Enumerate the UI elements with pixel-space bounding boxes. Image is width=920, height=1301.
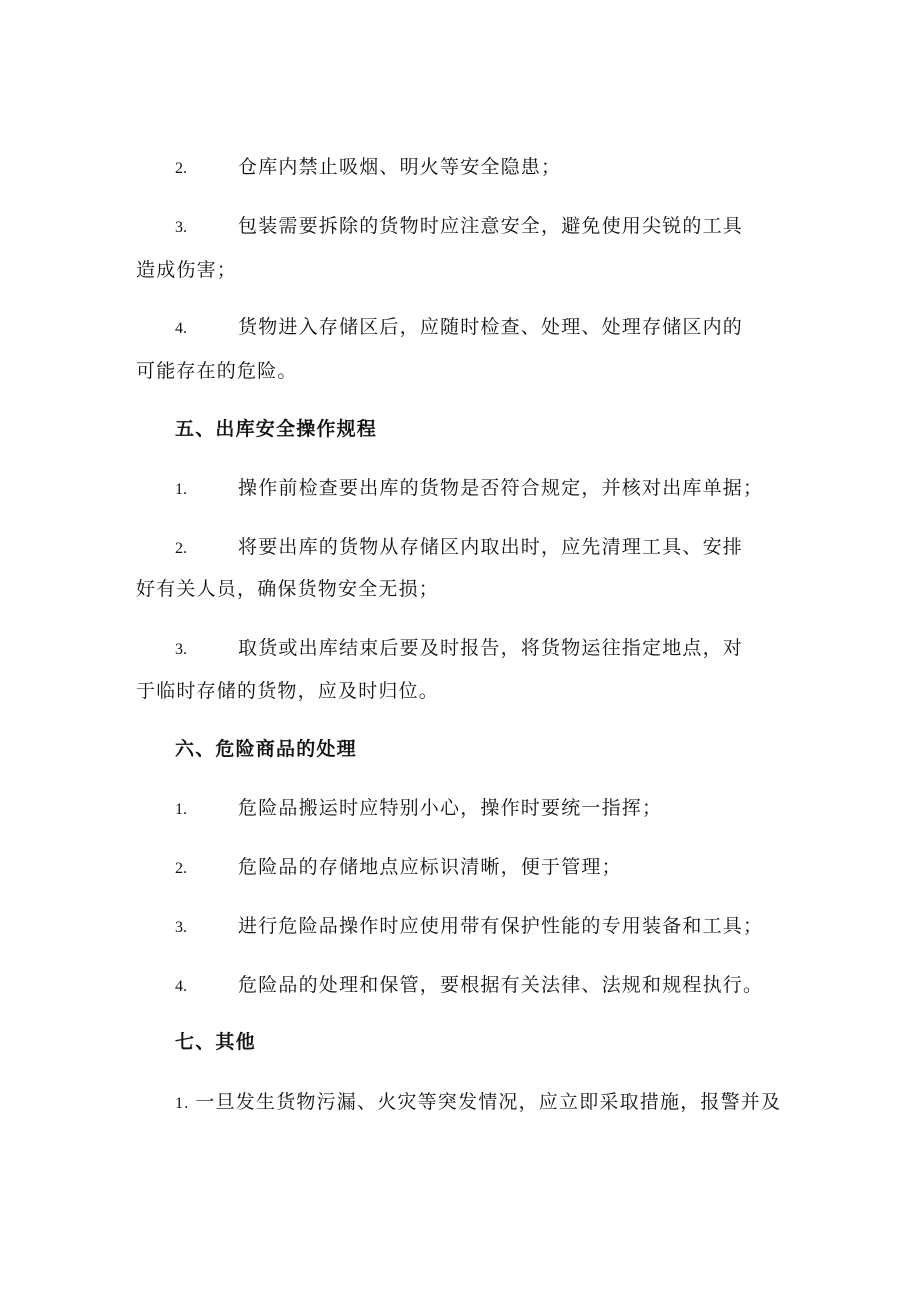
- list-item-number: 4.: [175, 978, 187, 995]
- list-item: [175, 1091, 781, 1115]
- section-heading: 五、出库安全操作规程: [175, 418, 378, 440]
- list-item-number: 4.: [175, 320, 187, 337]
- list-item-text: 危险品的处理和保管，要根据有关法律、法规和规程执行。: [238, 974, 764, 996]
- list-item-text: 仓库内禁止吸烟、明火等安全隐患；: [238, 156, 562, 178]
- list-item-number: 1.: [175, 481, 187, 498]
- section-heading: 七、其他: [175, 1031, 256, 1053]
- list-item-text: 危险品的存储地点应标识清晰，便于管理；: [238, 856, 622, 878]
- list-item-continuation: 好有关人员，确保货物安全无损；: [136, 578, 440, 600]
- list-item-text: 危险品搬运时应特别小心，操作时要统一指挥；: [238, 797, 663, 819]
- list-item-number: 2.: [175, 160, 187, 177]
- list-item-number: 2.: [175, 860, 187, 877]
- list-item-number: 3.: [175, 919, 187, 936]
- list-item-continuation: 于临时存储的货物，应及时归位。: [136, 680, 440, 702]
- list-item-text: 一旦发生货物污漏、火灾等突发情况，应立即采取措施，报警并及: [195, 1091, 782, 1113]
- list-item-number: 2.: [175, 540, 187, 557]
- list-item-number: 3.: [175, 641, 187, 658]
- list-item-text: 进行危险品操作时应使用带有保护性能的专用装备和工具；: [238, 915, 764, 937]
- section-heading: 六、危险商品的处理: [175, 738, 357, 760]
- list-item-text: 将要出库的货物从存储区内取出时，应先清理工具、安排: [238, 536, 744, 558]
- list-item-continuation: 造成伤害；: [136, 259, 238, 281]
- list-item-number: 3.: [175, 219, 187, 236]
- list-item-continuation: 可能存在的危险。: [136, 360, 298, 382]
- list-item-text: 取货或出库结束后要及时报告，将货物运往指定地点，对: [238, 637, 744, 659]
- list-item-number: 1.: [175, 801, 187, 818]
- list-item-text: 包装需要拆除的货物时应注意安全，避免使用尖锐的工具: [238, 215, 744, 237]
- list-item-text: 货物进入存储区后，应随时检查、处理、处理存储区内的: [238, 316, 744, 338]
- list-item-number: 1.: [175, 1095, 190, 1112]
- list-item-text: 操作前检查要出库的货物是否符合规定，并核对出库单据；: [238, 477, 764, 499]
